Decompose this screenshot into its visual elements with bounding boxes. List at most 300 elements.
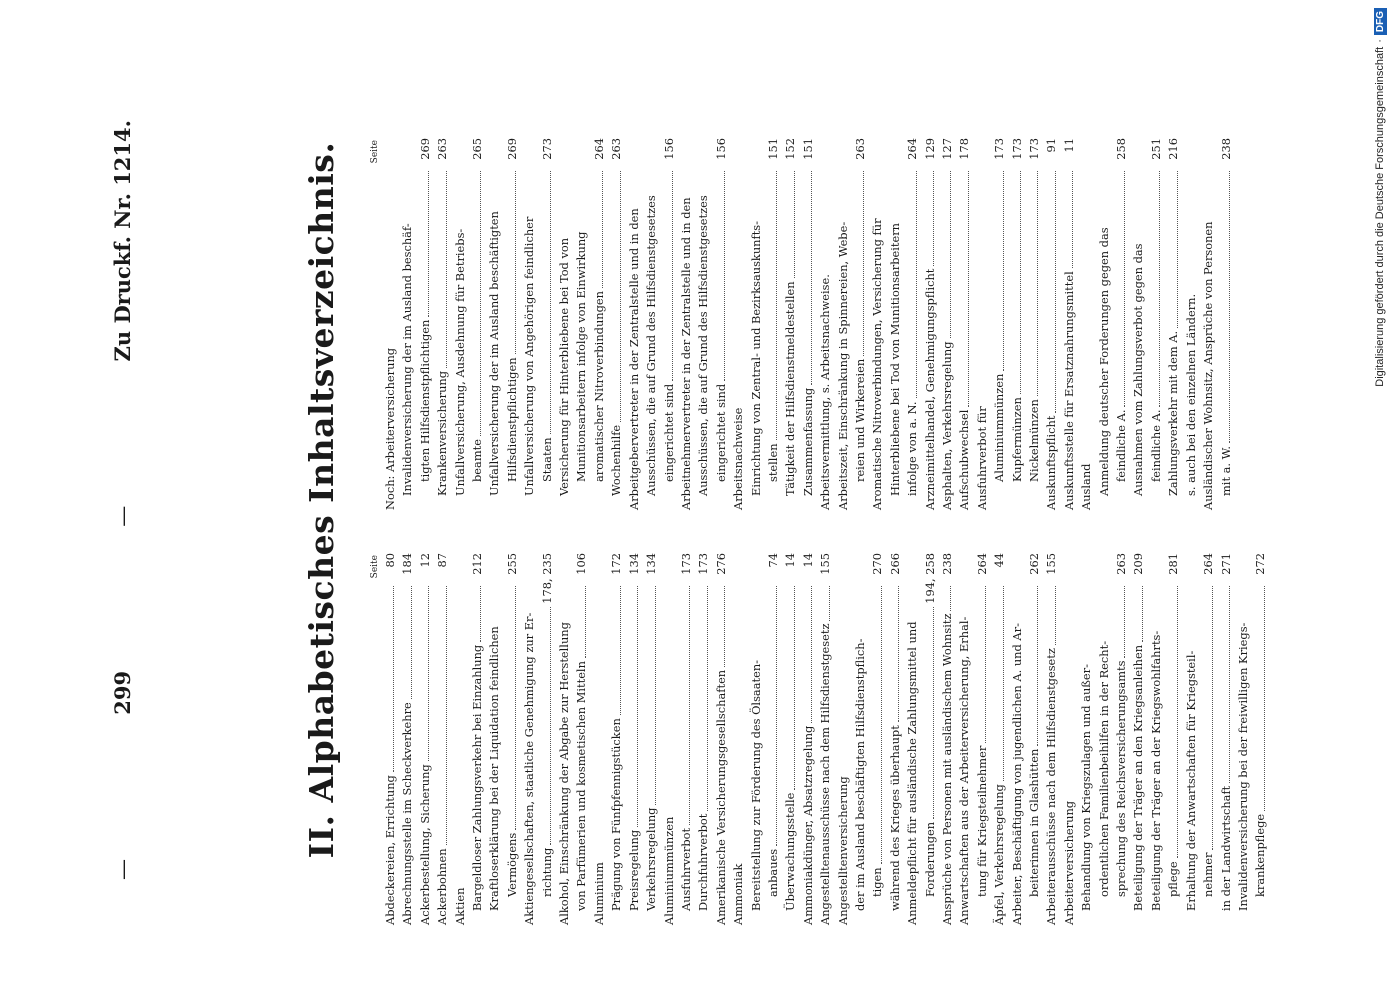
index-entry — [434, 553, 451, 925]
entry-text: Noch: Arbeiterversicherung — [383, 347, 397, 510]
entry-text: Bereitstellung zur Förderung des Ölsaaten- — [748, 659, 763, 911]
index-entry — [678, 138, 695, 510]
entry-page: 156 — [713, 138, 728, 160]
entry-text: Angestelltenausschüsse nach dem Hilfsdienstgesetz — [818, 623, 833, 925]
digitization-credit: Digitalisierung gefördert durch die Deutsche Forschungsgemeinschaft · DFG — [1372, 8, 1388, 998]
seite-header-left: Seite — [370, 555, 380, 579]
entry-page: 173 — [678, 553, 693, 575]
dot-leader — [1177, 171, 1178, 328]
entry-text: tung für Kriegsteilnehmer — [974, 745, 989, 897]
entry-text: Anwartschaften aus der Arbeiterversicherung, Erhal- — [957, 616, 972, 925]
entry-text: eingerichtet sind — [713, 383, 728, 482]
index-entry — [678, 553, 695, 925]
index-entry — [486, 553, 503, 925]
index-entry — [643, 138, 660, 510]
dot-leader — [602, 171, 603, 288]
index-entry — [782, 553, 799, 925]
credit-text: Digitalisierung gefördert durch die Deutsche Forschungsgemeinschaft — [1374, 46, 1386, 387]
entry-page: 238 — [1218, 138, 1233, 160]
dot-leader — [689, 586, 690, 825]
index-entry — [1026, 553, 1043, 925]
entry-text: feindliche A. — [1114, 409, 1129, 482]
index-entry — [1183, 553, 1200, 925]
entry-text: Arbeiter, Beschäftigung von jugendlichen A. und Ar- — [1009, 623, 1024, 925]
index-entry — [695, 138, 712, 510]
entry-text: infolge von a. N. — [905, 401, 920, 496]
index-entry — [713, 138, 730, 510]
index-entry — [1130, 138, 1147, 510]
dot-leader — [446, 171, 447, 368]
entry-text: Versicherung für Hinterbliebene bei Tod von — [557, 237, 572, 496]
entry-page: 156 — [661, 138, 676, 160]
entry-text: Anmeldung deutscher Forderungen gegen das — [1096, 227, 1111, 496]
dot-leader — [1212, 586, 1213, 850]
entry-page: 134 — [626, 553, 641, 575]
entry-text: Invalidenversicherung bei der freiwilligen Kriegs- — [1235, 622, 1250, 911]
running-head-dash-right: — — [111, 505, 135, 527]
dot-leader — [985, 586, 986, 743]
index-entry — [974, 553, 991, 925]
dot-leader — [393, 586, 394, 772]
entry-text: Einrichtung von Zentral- und Bezirksauskunfts- — [748, 221, 763, 496]
dot-leader — [1055, 586, 1056, 645]
index-entry — [643, 553, 660, 925]
entry-page: 106 — [574, 553, 589, 575]
index-entry — [1078, 553, 1095, 925]
entry-page: 194, 258 — [922, 553, 937, 604]
entry-text: Auskunftsstelle für Ersatznahrungsmittel — [1061, 271, 1076, 510]
entry-page: 269 — [504, 138, 519, 160]
entry-text: Bargeldloser Zahlungsverkehr bei Einzahlung — [470, 644, 485, 911]
dfg-logo: DFG — [1374, 8, 1387, 35]
index-entry — [504, 138, 521, 510]
entry-page: 155 — [818, 553, 833, 575]
entry-text: Durchfuhrverbot — [696, 813, 711, 911]
index-entry — [1165, 138, 1182, 510]
dot-leader — [446, 586, 447, 845]
index-entry — [904, 553, 921, 925]
dot-leader — [950, 171, 951, 339]
entry-text: Vermögens — [504, 832, 519, 897]
entry-text: der im Ausland beschäftigten Hilfsdienstpflich- — [852, 638, 867, 911]
entry-text: Invalidenversicherung der im Ausland beschäf- — [400, 223, 415, 496]
dot-leader — [637, 586, 638, 827]
entry-text: Aufschubwechsel — [957, 409, 972, 510]
index-entry — [817, 553, 834, 925]
index-entry — [869, 553, 886, 925]
index-entry — [730, 553, 747, 925]
dot-leader — [707, 586, 708, 811]
index-entry — [1009, 553, 1026, 925]
entry-text: Preisregelung — [626, 829, 641, 911]
index-entry — [782, 138, 799, 510]
dot-leader — [480, 586, 481, 642]
index-entry — [1148, 138, 1165, 510]
entry-text: anbaues — [765, 848, 780, 897]
entry-page: 44 — [992, 553, 1007, 568]
entry-text: Ansprüche von Personen mit ausländischem Wohnsitz — [940, 613, 954, 925]
index-entry — [1096, 138, 1113, 510]
dot-leader — [428, 171, 429, 317]
entry-text: aromatischer Nitroverbindungen — [591, 291, 606, 482]
entry-text: Amerikanische Versicherungsgesellschaften — [713, 669, 728, 925]
dot-leader — [933, 171, 934, 266]
entry-page: 178 — [957, 138, 972, 160]
entry-page: 74 — [765, 553, 780, 568]
dot-leader — [550, 607, 551, 845]
dot-leader — [776, 171, 777, 440]
index-entry — [956, 138, 973, 510]
entry-text: beiterinnen in Glashütten — [1027, 748, 1042, 897]
entry-page: 151 — [800, 138, 815, 160]
running-head — [110, 120, 140, 880]
index-entry — [835, 553, 852, 925]
entry-text: Ausschüssen, die auf Grund des Hilfsdienstgesetzes — [696, 195, 711, 496]
index-entry — [452, 138, 469, 510]
entry-text: beamte — [470, 439, 485, 482]
index-entry — [591, 553, 608, 925]
dot-leader — [916, 171, 917, 399]
dot-leader — [794, 171, 795, 278]
dot-leader — [480, 171, 481, 436]
entry-text: Krankenversicherung — [435, 370, 450, 496]
entry-text: Arbeitsnachweise — [731, 407, 746, 510]
entry-page: 172 — [609, 553, 624, 575]
dot-leader — [1020, 171, 1021, 394]
dot-leader — [585, 586, 586, 658]
entry-page: 264 — [905, 138, 920, 160]
entry-text: Ausländischer Wohnsitz, Ansprüche von Personen — [1201, 221, 1216, 510]
index-entry — [1061, 553, 1078, 925]
entry-page: 238 — [940, 553, 954, 575]
entry-page: 152 — [783, 138, 798, 160]
index-entry — [591, 138, 608, 510]
index-entry — [1148, 553, 1165, 925]
entry-page: 173 — [992, 138, 1007, 160]
entry-text: von Parfümerien und kosmetischen Mitteln — [574, 661, 589, 911]
index-entry — [1165, 553, 1182, 925]
index-entry — [1096, 553, 1113, 925]
index-entry — [1061, 138, 1078, 510]
index-entry — [991, 553, 1008, 925]
entry-page: 178, 235 — [539, 553, 554, 604]
index-entry — [835, 138, 852, 510]
entry-page: 271 — [1218, 553, 1233, 575]
index-entry — [573, 553, 590, 925]
entry-page: 212 — [470, 553, 485, 575]
entry-text: Alkohol, Einschränkung der Abgabe zur Herstellung — [557, 622, 572, 925]
entry-text: Munitionsarbeitern infolge von Einwirkung — [574, 231, 589, 482]
entry-text: Aktien — [452, 887, 467, 925]
index-entry — [869, 138, 886, 510]
entry-page: 264 — [974, 553, 989, 575]
dot-leader — [1037, 171, 1038, 396]
index-entry — [1009, 138, 1026, 510]
index-entry — [956, 553, 973, 925]
index-entry — [661, 138, 678, 510]
entry-text: während des Krieges überhaupt — [887, 725, 902, 911]
index-column-right — [370, 138, 1235, 510]
entry-text: Ammoniakdünger, Absatzregelung — [800, 725, 815, 925]
index-entry — [939, 138, 956, 510]
index-entry — [800, 138, 817, 510]
index-entry — [469, 138, 486, 510]
entry-text: richtung — [539, 847, 554, 897]
entry-text: Kraftloserklärung bei der Liquidation feindlichen — [487, 626, 502, 911]
index-entry — [1235, 553, 1252, 925]
entry-text: Arbeiterausschüsse nach dem Hilfsdienstgesetz — [1044, 648, 1059, 925]
index-entry — [695, 553, 712, 925]
index-entry — [469, 553, 486, 925]
dot-leader — [794, 586, 795, 790]
entry-page: 129 — [922, 138, 937, 160]
right-entries — [382, 138, 1235, 510]
entry-page: 209 — [1131, 553, 1146, 575]
index-entry — [521, 553, 538, 925]
dot-leader — [724, 586, 725, 667]
entry-page: 264 — [1201, 553, 1216, 575]
entry-text: Staaten — [539, 437, 554, 482]
index-entry — [486, 138, 503, 510]
dot-leader — [1159, 171, 1160, 407]
entry-page: 281 — [1166, 553, 1181, 575]
entry-text: Nickelmünzen — [1027, 399, 1042, 482]
entry-text: Arbeiterversicherung — [1061, 800, 1076, 925]
entry-text: Asphalten, Verkehrsregelung — [940, 341, 954, 510]
entry-text: Anmeldepflicht für ausländische Zahlungsmittel und — [905, 621, 920, 925]
entry-text: feindliche A. — [1148, 409, 1163, 482]
entry-page: 80 — [383, 553, 397, 568]
index-entry — [939, 553, 956, 925]
dot-leader — [550, 171, 551, 434]
entry-text: Erhaltung der Anwartschaften für Kriegsteil- — [1183, 650, 1198, 911]
dot-leader — [1003, 171, 1004, 371]
running-head-dash-left: — — [111, 859, 135, 880]
index-entry — [417, 138, 434, 510]
index-entry — [504, 553, 521, 925]
entry-text: mit a. W. — [1218, 445, 1233, 496]
index-entry — [748, 138, 765, 510]
index-entry — [1026, 138, 1043, 510]
index-entry — [713, 553, 730, 925]
document-page — [40, 0, 1340, 1000]
dot-leader — [411, 586, 412, 699]
entry-text: Hilfsdienstpflichtigen — [504, 357, 519, 482]
entry-text: Ausschüssen, die auf Grund des Hilfsdienstgesetzes — [644, 195, 659, 496]
index-entry — [1078, 138, 1095, 510]
index-entry — [852, 553, 869, 925]
entry-page: 262 — [1027, 553, 1042, 575]
entry-page: 251 — [1148, 138, 1163, 160]
index-entry — [1043, 138, 1060, 510]
index-entry — [626, 138, 643, 510]
entry-text: Ausfuhrverbot für — [974, 406, 989, 510]
dot-leader — [515, 171, 516, 354]
entry-page: 173 — [1009, 138, 1024, 160]
index-entry — [399, 553, 416, 925]
index-column-left — [370, 553, 1270, 925]
dot-leader — [1124, 171, 1125, 407]
index-entry — [417, 553, 434, 925]
dot-leader — [620, 171, 621, 422]
index-entry — [991, 138, 1008, 510]
entry-text: Kupfermünzen — [1009, 397, 1024, 482]
index-entry — [661, 553, 678, 925]
index-entry — [748, 553, 765, 925]
index-entry — [1130, 553, 1147, 925]
dot-leader — [672, 171, 673, 381]
entry-text: Ackerbohnen — [435, 848, 450, 925]
index-entry — [817, 138, 834, 510]
index-entry — [887, 138, 904, 510]
entry-text: stellen — [765, 443, 780, 482]
index-entry — [626, 553, 643, 925]
dot-leader — [1229, 171, 1230, 443]
entry-text: Aluminium — [591, 862, 606, 925]
entry-text: Angestelltenversicherung — [835, 776, 850, 925]
dot-leader — [776, 586, 777, 846]
index-entry — [1113, 553, 1130, 925]
dot-leader — [655, 586, 656, 805]
index-entry — [382, 138, 399, 510]
entry-text: reien und Wirkereien — [852, 358, 867, 482]
printing-reference: Zu Druckf. Nr. 1214. — [110, 120, 135, 362]
index-entry — [800, 553, 817, 925]
entry-text: Verkehrsregelung — [644, 807, 659, 911]
dot-leader — [968, 171, 969, 407]
dot-leader — [950, 586, 951, 611]
entry-page: 258 — [1114, 138, 1129, 160]
entry-text: Aluminiummünzen — [992, 373, 1007, 482]
entry-page: 134 — [644, 553, 659, 575]
entry-text: Arzneimittelhandel, Genehmigungspflicht — [922, 268, 937, 510]
entry-page: 266 — [887, 553, 902, 575]
entry-text: tigten Hilfsdienstpflichtigen — [417, 319, 432, 482]
entry-text: Tätigkeit der Hilfsdienstmeldestellen — [783, 281, 798, 496]
index-entry — [1252, 553, 1269, 925]
entry-page: 173 — [696, 553, 711, 575]
index-entry — [1218, 138, 1235, 510]
entry-text: Ackerbestellung, Sicherung — [417, 764, 432, 925]
entry-text: Behandlung von Kriegszulagen und außer- — [1079, 664, 1094, 911]
dot-leader — [1177, 586, 1178, 858]
dot-leader — [515, 586, 516, 830]
entry-page: 14 — [800, 553, 815, 568]
entry-text: Arbeitgebervertreter in der Zentralstelle und in den — [626, 208, 641, 510]
index-entry — [539, 138, 556, 510]
page-title: II. Alphabetisches Inhaltsverzeichnis. — [302, 141, 341, 859]
index-entry — [556, 138, 573, 510]
dot-leader — [898, 586, 899, 722]
index-entry — [1043, 553, 1060, 925]
dot-leader — [811, 586, 812, 723]
entry-text: pflege — [1166, 861, 1181, 897]
dot-leader — [620, 586, 621, 715]
index-entry — [539, 553, 556, 925]
dot-leader — [428, 586, 429, 761]
dot-leader — [1229, 586, 1230, 783]
entry-text: Arbeitszeit, Einschränkung in Spinnereien, Webe- — [835, 221, 850, 510]
entry-text: Prägung von Fünfpfennigstücken — [609, 718, 624, 911]
entry-text: nehmer — [1201, 852, 1216, 897]
left-entries — [382, 553, 1270, 925]
index-entry — [1200, 553, 1217, 925]
entry-text: Auskunftspflicht — [1044, 415, 1059, 510]
entry-page: 184 — [400, 553, 415, 575]
index-entry — [434, 138, 451, 510]
entry-text: Unfallversicherung, Ausdehnung für Betriebs- — [452, 228, 467, 496]
dot-leader — [1037, 586, 1038, 746]
entry-page: 127 — [940, 138, 954, 160]
entry-text: Beteiligung der Träger an der Kriegswohlfahrts- — [1148, 630, 1163, 911]
entry-text: Beteiligung der Träger an den Kriegsanleihen — [1131, 644, 1146, 911]
index-entry — [556, 553, 573, 925]
entry-text: Wochenhilfe — [609, 424, 624, 496]
index-entry — [1200, 138, 1217, 510]
entry-text: Abdeckereien, Errichtung — [383, 775, 397, 925]
entry-page: 11 — [1061, 138, 1076, 153]
dot-leader — [1055, 171, 1056, 413]
entry-page: 87 — [435, 553, 450, 568]
dot-leader — [1142, 586, 1143, 642]
entry-text: krankenpflege — [1253, 813, 1268, 897]
entry-text: Aluminiummünzen — [661, 816, 676, 925]
dot-leader — [1264, 586, 1265, 811]
entry-text: sprechung des Reichsversicherungsamts — [1114, 660, 1129, 897]
index-entry — [521, 138, 538, 510]
entry-text: Forderungen — [922, 821, 937, 897]
index-entry — [1218, 553, 1235, 925]
entry-text: Ammoniak — [731, 863, 746, 925]
entry-text: Äpfel, Verkehrsregelung — [992, 784, 1007, 925]
entry-page: 12 — [417, 553, 432, 568]
entry-text: ordentlichen Familienbeihilfen in der Recht- — [1096, 640, 1111, 897]
entry-page: 255 — [504, 553, 519, 575]
index-entry — [922, 138, 939, 510]
page-number: 299 — [110, 670, 135, 715]
entry-text: in der Landwirtschaft — [1218, 785, 1233, 911]
entry-page: 270 — [870, 553, 885, 575]
entry-text: Zusammenfassung — [800, 387, 815, 496]
entry-page: 263 — [435, 138, 450, 160]
entry-page: 272 — [1253, 553, 1268, 575]
index-entry — [887, 553, 904, 925]
entry-page: 263 — [1114, 553, 1129, 575]
entry-text: tigen — [870, 867, 885, 897]
entry-text: eingerichtet sind — [661, 383, 676, 482]
index-entry — [974, 138, 991, 510]
dot-leader — [881, 586, 882, 864]
entry-page: 151 — [765, 138, 780, 160]
entry-page: 155 — [1044, 553, 1059, 575]
index-entry — [1183, 138, 1200, 510]
entry-text: Arbeitnehmervertreter in der Zentralstelle und in den — [678, 197, 693, 510]
index-entry — [608, 553, 625, 925]
dot-leader — [1072, 171, 1073, 268]
entry-page: 265 — [470, 138, 485, 160]
entry-text: Unfallversicherung von Angehörigen feindlicher — [522, 216, 537, 496]
dot-leader — [724, 171, 725, 381]
index-entry — [1113, 138, 1130, 510]
entry-page: 14 — [783, 553, 798, 568]
entry-text: Abrechnungsstelle im Scheckverkehre — [400, 702, 415, 925]
entry-text: Überwachungsstelle — [783, 792, 798, 911]
index-entry — [922, 553, 939, 925]
entry-page: 91 — [1044, 138, 1059, 153]
index-entry — [573, 138, 590, 510]
index-entry — [399, 138, 416, 510]
entry-text: s. auch bei den einzelnen Ländern. — [1183, 293, 1198, 496]
